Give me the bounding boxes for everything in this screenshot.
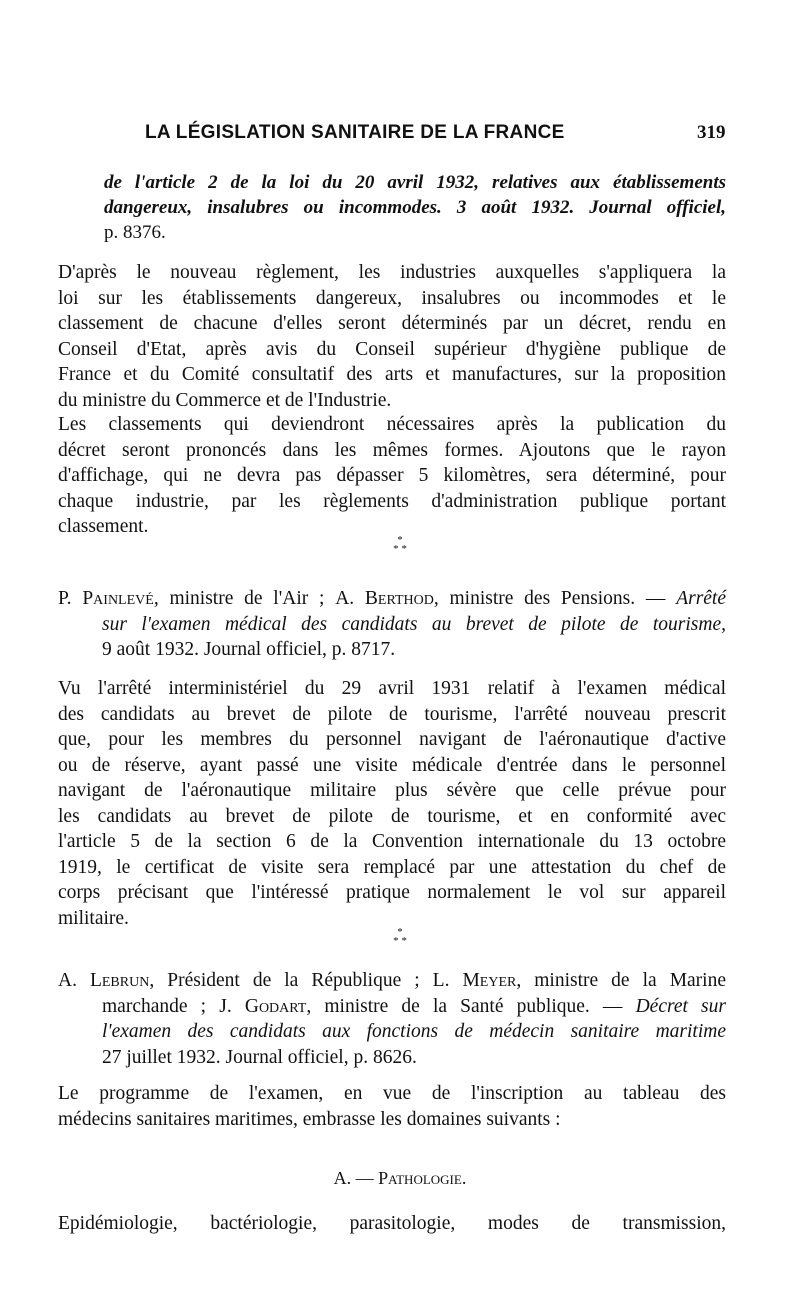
text-line: médecins sanitaires maritimes, embrasse les domaines suivants : <box>58 1108 561 1130</box>
text-line: décret seront prononcés dans les mêmes formes. Ajoutons que le rayon <box>58 439 726 461</box>
text-line: Les classements qui deviendront nécessaires après la publication du <box>58 414 726 435</box>
text-line: l'examen des candidats aux fonctions de médecin sanitaire maritime <box>102 1021 726 1042</box>
author-name: A. Lebrun <box>58 970 150 991</box>
text-line: ou de réserve, ayant passé une visite médicale d'entrée dans le personnel <box>58 754 726 776</box>
paragraph <box>58 1081 726 1132</box>
reference-first-line <box>58 586 726 612</box>
text-line: 1919, le certificat de visite sera remplacé par une attestation du chef de <box>58 856 726 878</box>
text-line: D'après le nouveau règlement, les industries auxquelles s'appliquera la <box>58 262 726 283</box>
text-line: de l'article 2 de la loi du 20 avril 1932, relatives aux établissements <box>104 172 726 193</box>
reference-first-line <box>58 968 726 994</box>
reference-second-line <box>58 994 726 1020</box>
text-line: sur l'examen médical des candidats au brevet de pilote de tourisme, <box>102 613 726 635</box>
paragraph <box>58 412 726 540</box>
text-line: des candidats au brevet de pilote de tourisme, l'arrêté nouveau prescrit <box>58 703 726 725</box>
section-heading-text: A. — Pathologie. <box>333 1168 467 1188</box>
paragraph <box>58 676 726 931</box>
page-number: 319 <box>697 122 726 143</box>
text-line: navigant de l'aéronautique militaire plus sévère que celle prévue pour <box>58 780 726 801</box>
running-header <box>0 122 800 148</box>
running-title: LA LÉGISLATION SANITAIRE DE LA FRANCE <box>145 122 565 143</box>
separator-star-top: * <box>397 926 403 938</box>
text-line: 27 juillet 1932. Journal officiel, p. 8626. <box>102 1046 417 1068</box>
paragraph <box>58 260 726 413</box>
text-line: les candidats au brevet de pilote de tourisme, et en conformité avec <box>58 805 726 827</box>
reference-continuation <box>104 170 726 245</box>
decree-reference <box>58 586 726 663</box>
paragraph <box>58 1211 726 1237</box>
text-line: classement. <box>58 516 149 537</box>
text-line: classement de chacune d'elles seront déterminés par un décret, rendu en <box>58 313 726 334</box>
text-line: p. 8376. <box>104 222 166 243</box>
text-line: 9 août 1932. Journal officiel, p. 8717. <box>102 639 396 660</box>
text-line: Epidémiologie, bactériologie, parasitologie, modes de transmission, <box>58 1213 726 1234</box>
text-line: Le programme de l'examen, en vue de l'inscription au tableau des <box>58 1083 726 1104</box>
section-heading <box>0 1168 800 1189</box>
text-line: d'affichage, qui ne devra pas dépasser 5 kilomètres, sera déterminé, pour <box>58 465 726 486</box>
section-separator <box>0 536 800 554</box>
text-line: militaire. <box>58 907 129 929</box>
decree-reference <box>58 968 726 1070</box>
separator-star-bottom: * * <box>393 935 407 947</box>
author-name: A. Berthod <box>335 588 434 609</box>
author-role: , ministre de la Marine <box>516 970 726 991</box>
text-line: loi sur les établissements dangereux, insalubres ou incommodes et le <box>58 287 726 309</box>
text-line: France et du Comité consultatif des arts et manufactures, sur la proposition <box>58 364 726 385</box>
text-line: que, pour les membres du personnel navigant de l'aéronautique d'active <box>58 729 726 750</box>
author-role: , ministre de la Santé publique. — <box>306 995 636 1017</box>
text-line: dangereux, insalubres ou incommodes. 3 août 1932. Journal officiel, <box>104 197 726 218</box>
separator-star-top: * <box>397 534 403 546</box>
decree-title: Décret sur <box>635 995 726 1017</box>
author-role: , Président de la République ; <box>149 970 433 991</box>
text-line: corps précisant que l'intéressé pratique normalement le vol sur appareil <box>58 882 726 903</box>
author-name: L. Meyer <box>432 970 517 991</box>
section-separator <box>0 928 800 946</box>
text-line: du ministre du Commerce et de l'Industrie. <box>58 389 392 411</box>
author-name: J. Godart <box>219 995 307 1017</box>
author-name: P. Painlevé <box>58 588 154 609</box>
text-line: l'article 5 de la section 6 de la Convention internationale du 13 octobre <box>58 831 726 852</box>
author-role: , ministre des Pensions. — <box>433 588 677 609</box>
decree-title: Arrêté <box>676 588 727 609</box>
author-role: marchande ; <box>102 995 220 1017</box>
text-line: Vu l'arrêté interministériel du 29 avril 1931 relatif à l'examen médical <box>58 678 726 699</box>
author-role: , ministre de l'Air ; <box>153 588 336 609</box>
text-line: Conseil d'Etat, après avis du Conseil supérieur d'hygiène publique de <box>58 338 726 360</box>
text-line: chaque industrie, par les règlements d'administration publique portant <box>58 490 726 512</box>
separator-star-bottom: * * <box>393 543 407 555</box>
